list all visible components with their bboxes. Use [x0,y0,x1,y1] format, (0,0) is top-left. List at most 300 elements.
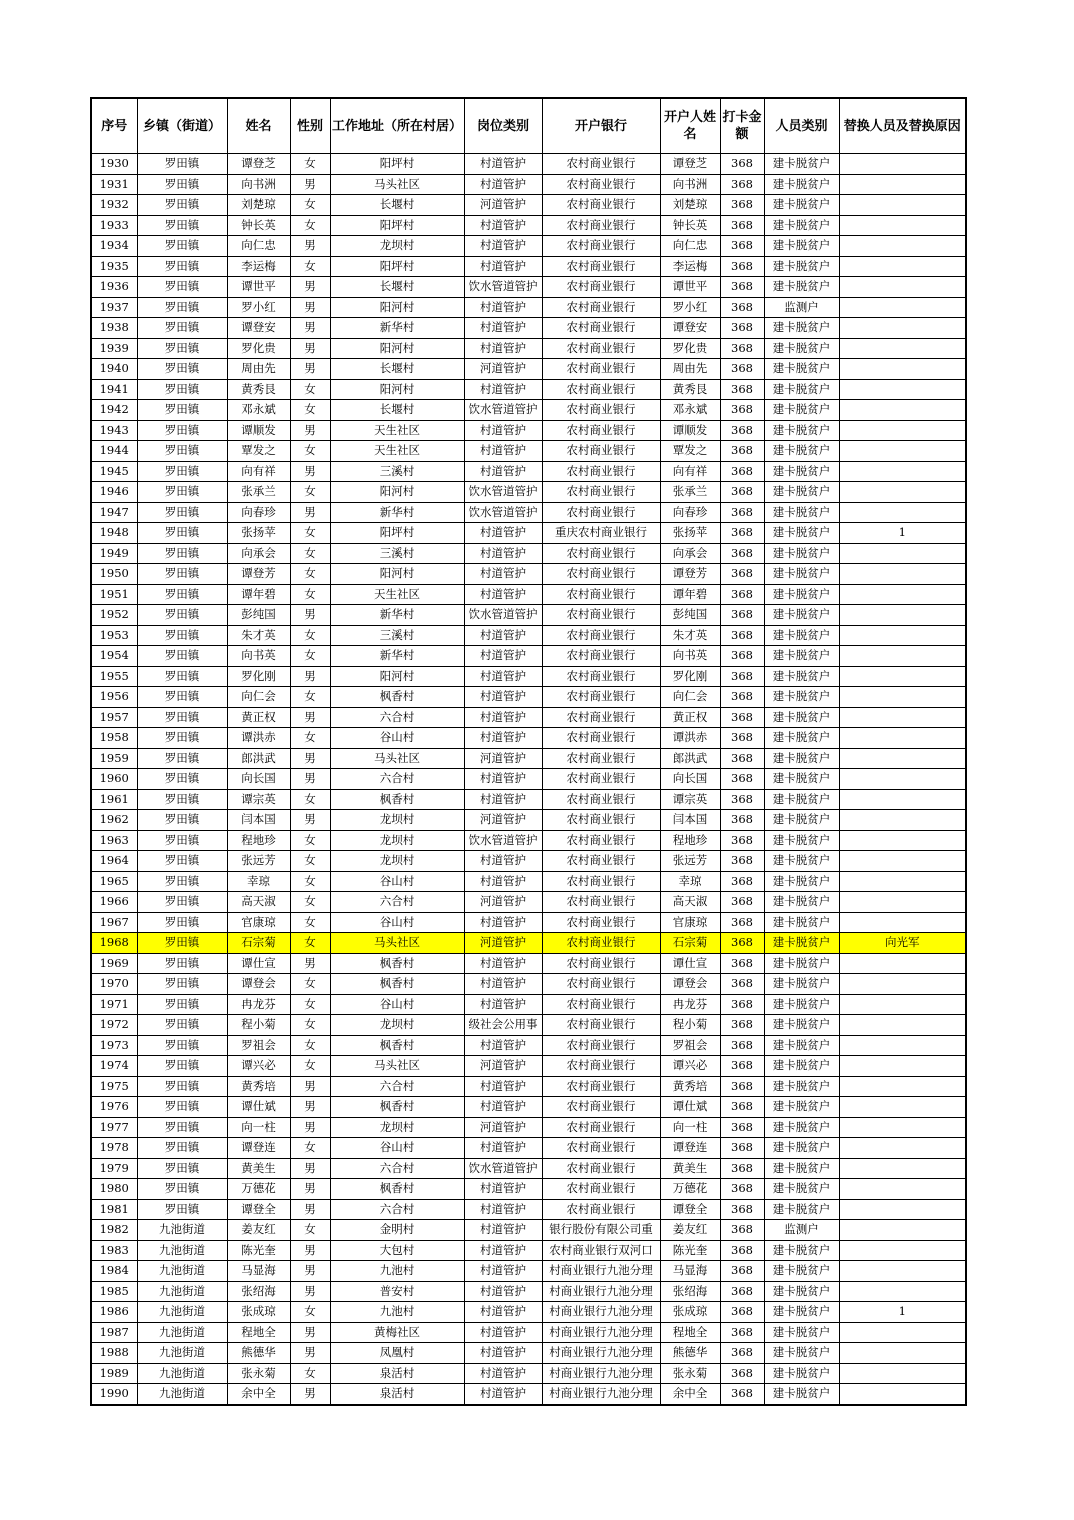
table-row [91,1261,966,1282]
cell-index: 1931 [91,174,137,195]
cell-post-type: 饮水管道管护 [464,277,542,298]
cell-name: 官康琼 [227,912,290,933]
cell-person-category: 建卡脱贫户 [764,379,839,400]
cell-account-holder: 姜友红 [660,1220,720,1241]
cell-gender: 女 [290,851,330,872]
cell-amount: 368 [720,236,764,257]
cell-post-type: 饮水管道管护 [464,502,542,523]
cell-bank: 农村商业银行双河口 [542,1240,660,1261]
cell-work-address: 阳坪村 [330,215,464,236]
cell-replacement [839,646,966,667]
cell-replacement [839,461,966,482]
cell-bank: 农村商业银行 [542,1015,660,1036]
cell-person-category: 建卡脱贫户 [764,318,839,339]
cell-work-address: 枫香村 [330,1097,464,1118]
cell-gender: 女 [290,400,330,421]
cell-name: 熊德华 [227,1343,290,1364]
cell-index: 1952 [91,605,137,626]
cell-bank: 农村商业银行 [542,1138,660,1159]
cell-index: 1982 [91,1220,137,1241]
cell-town: 罗田镇 [137,584,227,605]
cell-bank: 农村商业银行 [542,728,660,749]
cell-person-category: 建卡脱贫户 [764,1076,839,1097]
cell-gender: 女 [290,482,330,503]
table-row [91,707,966,728]
header-gender: 性别 [290,98,330,154]
cell-account-holder: 程地全 [660,1322,720,1343]
cell-work-address: 阳河村 [330,482,464,503]
cell-bank: 农村商业银行 [542,707,660,728]
cell-work-address: 阳河村 [330,297,464,318]
cell-amount: 368 [720,728,764,749]
cell-replacement [839,174,966,195]
cell-bank: 农村商业银行 [542,502,660,523]
cell-town: 罗田镇 [137,236,227,257]
cell-replacement: 1 [839,1302,966,1323]
cell-post-type: 饮水管道管护 [464,1158,542,1179]
cell-work-address: 龙坝村 [330,1015,464,1036]
cell-amount: 368 [720,1322,764,1343]
cell-post-type: 级社会公用事 [464,1015,542,1036]
cell-town: 罗田镇 [137,277,227,298]
cell-account-holder: 罗小红 [660,297,720,318]
cell-amount: 368 [720,1097,764,1118]
cell-bank: 村商业银行九池分理 [542,1261,660,1282]
cell-bank: 农村商业银行 [542,646,660,667]
cell-index: 1977 [91,1117,137,1138]
cell-person-category: 建卡脱贫户 [764,1117,839,1138]
cell-gender: 男 [290,318,330,339]
cell-name: 罗化刚 [227,666,290,687]
cell-index: 1985 [91,1281,137,1302]
cell-post-type: 村道管护 [464,707,542,728]
cell-replacement [839,1261,966,1282]
cell-post-type: 村道管护 [464,523,542,544]
table-row [91,748,966,769]
cell-amount: 368 [720,830,764,851]
cell-post-type: 村道管护 [464,953,542,974]
cell-work-address: 枫香村 [330,974,464,995]
cell-index: 1974 [91,1056,137,1077]
cell-index: 1983 [91,1240,137,1261]
cell-amount: 368 [720,379,764,400]
cell-name: 向长国 [227,769,290,790]
cell-person-category: 建卡脱贫户 [764,277,839,298]
cell-account-holder: 刘楚琼 [660,195,720,216]
cell-index: 1990 [91,1384,137,1405]
cell-post-type: 河道管护 [464,933,542,954]
cell-bank: 农村商业银行 [542,1056,660,1077]
cell-post-type: 村道管护 [464,379,542,400]
cell-post-type: 河道管护 [464,892,542,913]
cell-gender: 男 [290,1240,330,1261]
cell-name: 谭洪赤 [227,728,290,749]
cell-index: 1957 [91,707,137,728]
table-row [91,953,966,974]
cell-work-address: 枫香村 [330,789,464,810]
cell-bank: 农村商业银行 [542,912,660,933]
cell-replacement [839,1097,966,1118]
cell-amount: 368 [720,1076,764,1097]
cell-gender: 女 [290,789,330,810]
cell-work-address: 谷山村 [330,994,464,1015]
table-row [91,1363,966,1384]
cell-name: 朱才英 [227,625,290,646]
cell-bank: 农村商业银行 [542,441,660,462]
table-row [91,523,966,544]
cell-gender: 男 [290,953,330,974]
header-bank: 开户银行 [542,98,660,154]
table-row [91,1281,966,1302]
cell-person-category: 建卡脱贫户 [764,994,839,1015]
cell-replacement [839,953,966,974]
cell-index: 1934 [91,236,137,257]
header-post-type: 岗位类别 [464,98,542,154]
cell-index: 1976 [91,1097,137,1118]
cell-gender: 男 [290,1076,330,1097]
cell-post-type: 村道管护 [464,1076,542,1097]
cell-person-category: 建卡脱贫户 [764,1281,839,1302]
cell-account-holder: 程小菊 [660,1015,720,1036]
cell-person-category: 建卡脱贫户 [764,1261,839,1282]
cell-name: 谭登芳 [227,564,290,585]
cell-name: 万德花 [227,1179,290,1200]
cell-account-holder: 张绍海 [660,1281,720,1302]
cell-name: 周由先 [227,359,290,380]
cell-account-holder: 李运梅 [660,256,720,277]
cell-town: 罗田镇 [137,728,227,749]
cell-bank: 农村商业银行 [542,400,660,421]
cell-replacement [839,236,966,257]
cell-person-category: 建卡脱贫户 [764,1158,839,1179]
cell-replacement [839,379,966,400]
cell-town: 罗田镇 [137,646,227,667]
cell-amount: 368 [720,461,764,482]
table-row [91,215,966,236]
cell-name: 黄正权 [227,707,290,728]
cell-bank: 村商业银行九池分理 [542,1322,660,1343]
cell-account-holder: 向一柱 [660,1117,720,1138]
header-row [91,98,966,154]
cell-replacement [839,215,966,236]
cell-post-type: 村道管护 [464,1384,542,1405]
cell-person-category: 建卡脱贫户 [764,974,839,995]
table-row [91,912,966,933]
cell-amount: 368 [720,277,764,298]
cell-town: 罗田镇 [137,974,227,995]
table-row [91,646,966,667]
cell-town: 罗田镇 [137,789,227,810]
cell-account-holder: 谭世平 [660,277,720,298]
cell-post-type: 村道管护 [464,666,542,687]
header-replacement: 替换人员及替换原因 [839,98,966,154]
cell-name: 谭兴必 [227,1056,290,1077]
cell-post-type: 饮水管道管护 [464,605,542,626]
cell-replacement [839,1384,966,1405]
cell-work-address: 阳坪村 [330,154,464,175]
cell-index: 1936 [91,277,137,298]
cell-gender: 女 [290,215,330,236]
table-row-highlighted [91,933,966,954]
cell-work-address: 长堰村 [330,277,464,298]
cell-index: 1970 [91,974,137,995]
cell-gender: 女 [290,625,330,646]
cell-work-address: 九池村 [330,1261,464,1282]
cell-bank: 农村商业银行 [542,318,660,339]
cell-replacement [839,502,966,523]
cell-index: 1950 [91,564,137,585]
table-row [91,666,966,687]
cell-work-address: 天生社区 [330,420,464,441]
cell-account-holder: 向书英 [660,646,720,667]
cell-index: 1953 [91,625,137,646]
cell-gender: 男 [290,420,330,441]
cell-post-type: 饮水管道管护 [464,400,542,421]
cell-bank: 农村商业银行 [542,543,660,564]
cell-bank: 农村商业银行 [542,1199,660,1220]
cell-replacement [839,625,966,646]
cell-post-type: 村道管护 [464,851,542,872]
cell-replacement [839,1179,966,1200]
cell-gender: 女 [290,564,330,585]
cell-bank: 农村商业银行 [542,379,660,400]
cell-amount: 368 [720,1363,764,1384]
table-body [91,154,966,1405]
table-row [91,1322,966,1343]
cell-index: 1959 [91,748,137,769]
cell-gender: 女 [290,1035,330,1056]
cell-replacement [839,1322,966,1343]
cell-account-holder: 谭年碧 [660,584,720,605]
cell-amount: 368 [720,646,764,667]
cell-work-address: 天生社区 [330,584,464,605]
cell-work-address: 枫香村 [330,953,464,974]
cell-person-category: 建卡脱贫户 [764,584,839,605]
cell-name: 向书英 [227,646,290,667]
header-index: 序号 [91,98,137,154]
cell-work-address: 金明村 [330,1220,464,1241]
cell-person-category: 建卡脱贫户 [764,1240,839,1261]
cell-account-holder: 钟长英 [660,215,720,236]
cell-amount: 368 [720,1199,764,1220]
cell-bank: 村商业银行九池分理 [542,1281,660,1302]
cell-person-category: 建卡脱贫户 [764,543,839,564]
cell-work-address: 六合村 [330,769,464,790]
cell-town: 罗田镇 [137,154,227,175]
cell-amount: 368 [720,420,764,441]
cell-person-category: 建卡脱贫户 [764,1035,839,1056]
cell-name: 张承兰 [227,482,290,503]
cell-town: 罗田镇 [137,625,227,646]
cell-name: 马显海 [227,1261,290,1282]
cell-account-holder: 谭登安 [660,318,720,339]
cell-gender: 女 [290,543,330,564]
cell-post-type: 村道管护 [464,1199,542,1220]
cell-post-type: 村道管护 [464,871,542,892]
cell-person-category: 建卡脱贫户 [764,728,839,749]
cell-town: 罗田镇 [137,933,227,954]
cell-person-category: 建卡脱贫户 [764,1322,839,1343]
cell-index: 1937 [91,297,137,318]
cell-work-address: 谷山村 [330,871,464,892]
cell-work-address: 天生社区 [330,441,464,462]
cell-gender: 女 [290,728,330,749]
table-row [91,789,966,810]
cell-account-holder: 黄美生 [660,1158,720,1179]
cell-bank: 村商业银行九池分理 [542,1343,660,1364]
table-row [91,359,966,380]
cell-account-holder: 幸琼 [660,871,720,892]
cell-amount: 368 [720,687,764,708]
cell-amount: 368 [720,195,764,216]
cell-account-holder: 谭登芳 [660,564,720,585]
cell-town: 九池街道 [137,1322,227,1343]
cell-town: 罗田镇 [137,871,227,892]
cell-gender: 男 [290,297,330,318]
cell-post-type: 饮水管道管护 [464,482,542,503]
cell-amount: 368 [720,256,764,277]
cell-name: 向仁忠 [227,236,290,257]
cell-work-address: 新华村 [330,502,464,523]
cell-person-category: 建卡脱贫户 [764,359,839,380]
cell-town: 罗田镇 [137,502,227,523]
cell-replacement [839,687,966,708]
cell-post-type: 村道管护 [464,154,542,175]
cell-index: 1978 [91,1138,137,1159]
cell-gender: 男 [290,810,330,831]
cell-account-holder: 郎洪武 [660,748,720,769]
cell-town: 罗田镇 [137,1199,227,1220]
cell-replacement [839,1281,966,1302]
cell-account-holder: 谭登芝 [660,154,720,175]
cell-account-holder: 陈光奎 [660,1240,720,1261]
cell-town: 罗田镇 [137,748,227,769]
cell-person-category: 建卡脱贫户 [764,482,839,503]
cell-town: 罗田镇 [137,605,227,626]
cell-bank: 农村商业银行 [542,851,660,872]
cell-replacement: 向光军 [839,933,966,954]
cell-town: 罗田镇 [137,543,227,564]
cell-amount: 368 [720,1035,764,1056]
cell-bank: 农村商业银行 [542,625,660,646]
cell-replacement [839,154,966,175]
cell-index: 1946 [91,482,137,503]
table-row [91,1097,966,1118]
cell-bank: 农村商业银行 [542,953,660,974]
cell-person-category: 建卡脱贫户 [764,154,839,175]
cell-person-category: 建卡脱贫户 [764,1179,839,1200]
cell-name: 高天淑 [227,892,290,913]
cell-replacement [839,338,966,359]
cell-replacement [839,1138,966,1159]
cell-index: 1964 [91,851,137,872]
cell-town: 罗田镇 [137,1179,227,1200]
cell-post-type: 村道管护 [464,584,542,605]
cell-gender: 女 [290,830,330,851]
cell-replacement [839,707,966,728]
cell-replacement [839,277,966,298]
cell-person-category: 建卡脱贫户 [764,810,839,831]
cell-amount: 368 [720,1261,764,1282]
cell-post-type: 村道管护 [464,1343,542,1364]
cell-index: 1947 [91,502,137,523]
table-row [91,379,966,400]
cell-gender: 女 [290,974,330,995]
cell-amount: 368 [720,1015,764,1036]
cell-index: 1965 [91,871,137,892]
cell-town: 罗田镇 [137,461,227,482]
cell-gender: 女 [290,687,330,708]
cell-index: 1958 [91,728,137,749]
cell-name: 向春珍 [227,502,290,523]
cell-name: 程小菊 [227,1015,290,1036]
table-row [91,1138,966,1159]
cell-post-type: 村道管护 [464,564,542,585]
cell-town: 罗田镇 [137,1138,227,1159]
cell-account-holder: 万德花 [660,1179,720,1200]
cell-amount: 368 [720,154,764,175]
cell-bank: 农村商业银行 [542,482,660,503]
cell-replacement [839,1056,966,1077]
cell-person-category: 建卡脱贫户 [764,1363,839,1384]
cell-account-holder: 张远芳 [660,851,720,872]
cell-replacement [839,297,966,318]
cell-post-type: 村道管护 [464,420,542,441]
cell-person-category: 建卡脱贫户 [764,400,839,421]
cell-gender: 男 [290,1117,330,1138]
cell-work-address: 马头社区 [330,933,464,954]
cell-town: 罗田镇 [137,1035,227,1056]
cell-index: 1975 [91,1076,137,1097]
cell-amount: 368 [720,482,764,503]
cell-name: 覃发之 [227,441,290,462]
table-row [91,420,966,441]
cell-work-address: 长堰村 [330,359,464,380]
cell-replacement [839,1076,966,1097]
cell-amount: 368 [720,523,764,544]
cell-name: 向仁会 [227,687,290,708]
cell-index: 1986 [91,1302,137,1323]
cell-account-holder: 谭洪赤 [660,728,720,749]
cell-post-type: 村道管护 [464,174,542,195]
cell-post-type: 村道管护 [464,1138,542,1159]
personnel-table [90,97,967,1406]
cell-index: 1930 [91,154,137,175]
cell-bank: 村商业银行九池分理 [542,1384,660,1405]
cell-gender: 男 [290,502,330,523]
cell-account-holder: 熊德华 [660,1343,720,1364]
cell-index: 1955 [91,666,137,687]
cell-person-category: 建卡脱贫户 [764,195,839,216]
cell-amount: 368 [720,297,764,318]
cell-account-holder: 黄正权 [660,707,720,728]
cell-amount: 368 [720,400,764,421]
table-row [91,605,966,626]
cell-account-holder: 谭登连 [660,1138,720,1159]
cell-index: 1962 [91,810,137,831]
cell-name: 彭纯国 [227,605,290,626]
cell-town: 罗田镇 [137,851,227,872]
cell-index: 1933 [91,215,137,236]
cell-account-holder: 高天淑 [660,892,720,913]
cell-bank: 村商业银行九池分理 [542,1363,660,1384]
cell-work-address: 阳河村 [330,379,464,400]
cell-account-holder: 黄秀培 [660,1076,720,1097]
cell-replacement [839,789,966,810]
cell-post-type: 河道管护 [464,748,542,769]
cell-bank: 农村商业银行 [542,1076,660,1097]
cell-name: 向有祥 [227,461,290,482]
